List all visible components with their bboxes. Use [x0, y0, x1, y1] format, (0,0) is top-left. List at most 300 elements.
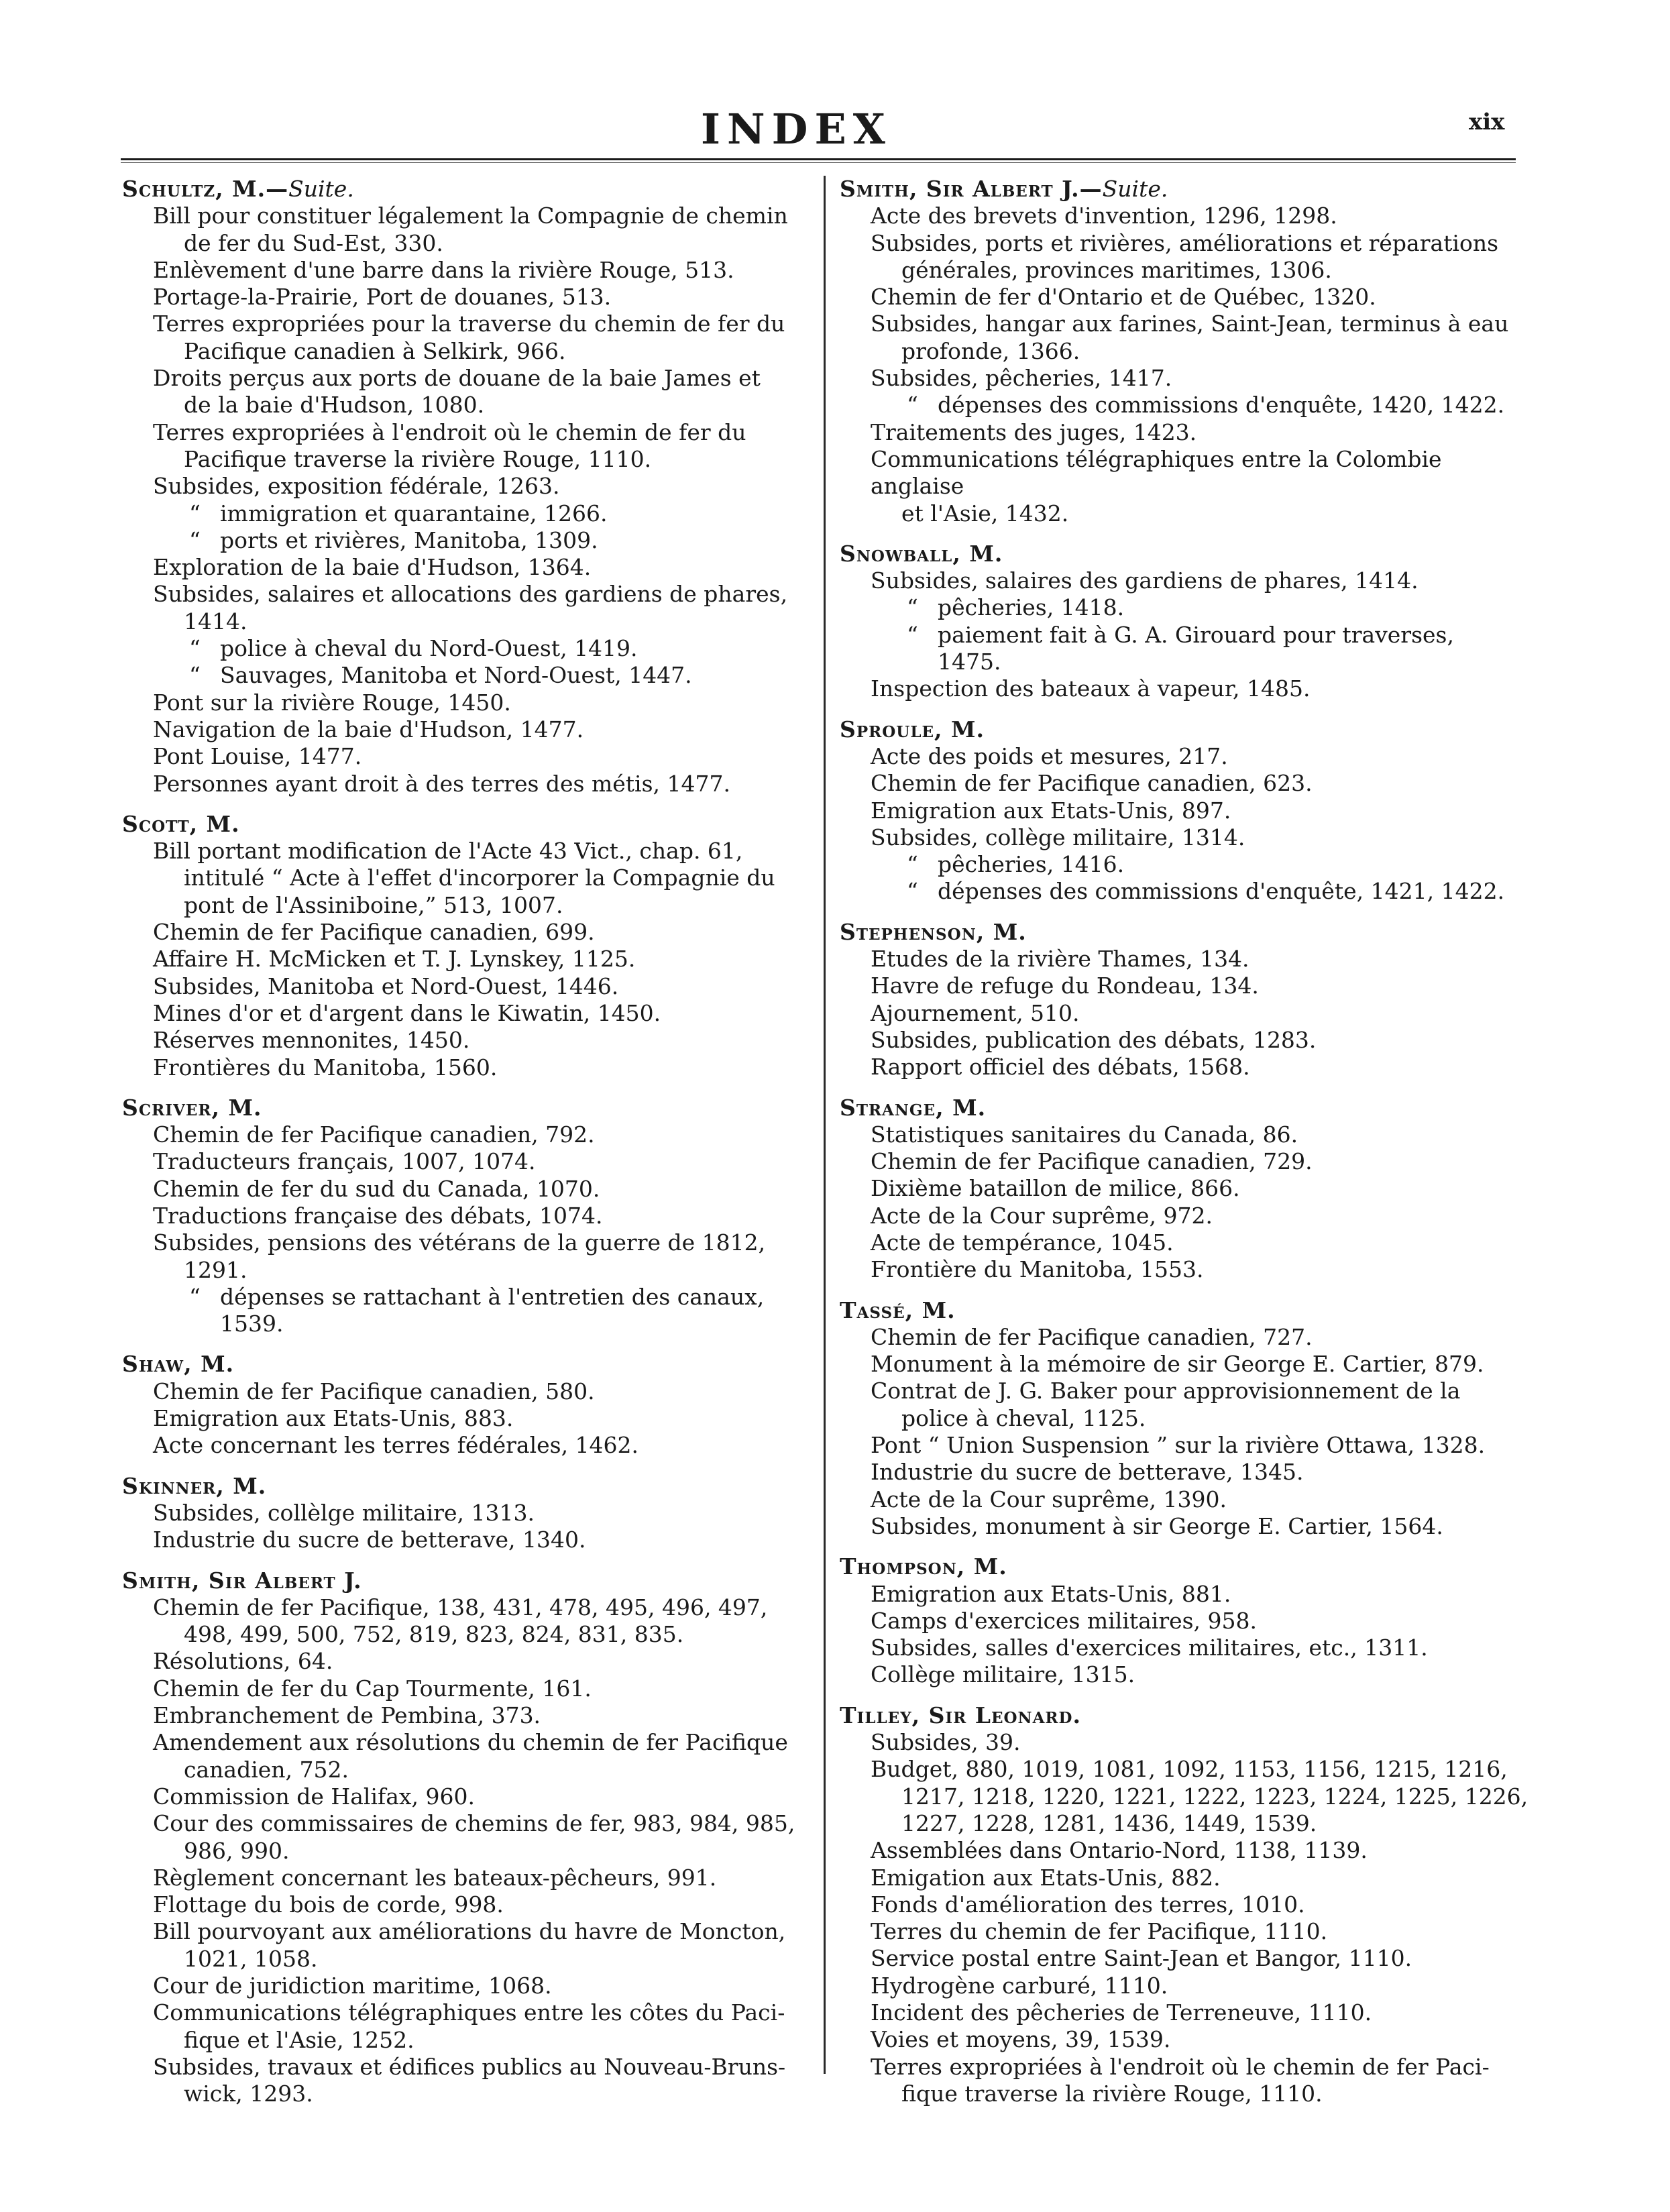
index-item [840, 1203, 1534, 1229]
index-item [122, 1999, 810, 2054]
item-line: 1291. [184, 1256, 247, 1283]
item-continuation [153, 230, 810, 257]
item-line: profonde, 1366. [901, 337, 1080, 364]
item-line: Terres du chemin de fer Pacifique, 1110. [871, 1918, 1328, 1945]
ditto-mark: “ [189, 1283, 201, 1310]
item-line: Collège militaire, 1315. [871, 1661, 1135, 1688]
index-item [122, 771, 810, 797]
index-item [122, 500, 810, 527]
item-line: Acte des poids et mesures, 217. [871, 742, 1228, 769]
index-item [122, 716, 810, 743]
item-line: Affaire H. McMicken et T. J. Lynskey, 1125. [153, 946, 636, 973]
item-line: dépenses des commissions d'enquête, 1420, 1422. [938, 392, 1505, 419]
item-text [153, 716, 810, 743]
item-line: Droits perçus aux ports de douane de la baie James et [153, 365, 761, 392]
right-column [840, 176, 1534, 2107]
index-item [840, 675, 1534, 702]
item-text [871, 1729, 1534, 1756]
index-item [122, 1405, 810, 1432]
item-line: Inspection des bateaux à vapeur, 1485. [871, 675, 1311, 702]
entry-spacer [840, 1540, 1534, 1553]
item-text [153, 1176, 810, 1203]
index-item [122, 257, 810, 284]
index-item [840, 1661, 1534, 1688]
ditto-mark: “ [907, 878, 918, 905]
item-text [153, 1054, 810, 1081]
index-item [122, 1500, 810, 1527]
index-item [122, 1148, 810, 1175]
index-item [840, 1054, 1534, 1081]
item-text [153, 743, 810, 770]
item-line: Pont Louise, 1477. [153, 743, 362, 770]
item-line: 1539. [220, 1311, 284, 1337]
item-text [153, 1432, 810, 1459]
item-text [871, 1000, 1534, 1027]
item-line: Navigation de la baie d'Hudson, 1477. [153, 716, 584, 742]
item-line: 1021, 1058. [184, 1945, 318, 1972]
index-item [840, 594, 1534, 621]
index-item [840, 1324, 1534, 1351]
item-line: Acte de tempérance, 1045. [871, 1229, 1174, 1256]
index-item [122, 1648, 810, 1675]
item-line: Ajournement, 510. [871, 999, 1080, 1026]
item-line: Subsides, pensions des vétérans de la guerre de 1812, [153, 1229, 766, 1256]
item-line: Incident des pêcheries de Terreneuve, 1110. [871, 1999, 1372, 2026]
item-continuation [871, 257, 1534, 284]
ditto-mark: “ [907, 621, 918, 648]
item-text [871, 1891, 1534, 1918]
item-line: Flottage du bois de corde, 998. [153, 1891, 504, 1918]
index-item [840, 311, 1534, 365]
item-text [153, 1702, 810, 1729]
item-text [153, 1405, 810, 1432]
member-name: Schultz, M.— [122, 176, 289, 202]
item-line: Pont sur la rivière Rouge, 1450. [153, 689, 511, 716]
item-text [871, 1661, 1534, 1688]
index-item [840, 743, 1534, 770]
index-item [122, 1783, 810, 1810]
index-item [122, 1810, 810, 1865]
item-text [871, 446, 1534, 500]
entry-spacer [122, 1459, 810, 1473]
item-line: Fonds d'amélioration des terres, 1010. [871, 1891, 1305, 1918]
item-text [153, 973, 810, 1000]
member-name: Snowball, M. [840, 540, 1003, 567]
item-text [871, 1229, 1534, 1256]
item-text [153, 1000, 810, 1027]
item-continuation [871, 500, 1534, 527]
item-continuation [153, 1757, 810, 1783]
item-text [871, 1999, 1534, 2026]
index-item [840, 622, 1534, 676]
member-name: Stephenson, M. [840, 918, 1027, 945]
ditto-mark: “ [907, 392, 918, 419]
member-name: Scott, M. [122, 810, 240, 837]
index-item [122, 1865, 810, 1891]
index-item [840, 1608, 1534, 1635]
item-text [153, 838, 810, 865]
item-text [153, 1973, 810, 1999]
item-line: Enlèvement d'une barre dans la rivière Rouge, 513. [153, 256, 734, 283]
item-line: dépenses se rattachant à l'entretien des canaux, [220, 1283, 765, 1310]
item-continuation [153, 1621, 810, 1648]
index-item [122, 365, 810, 419]
index-heading [122, 811, 810, 838]
index-item [122, 554, 810, 581]
member-name: Thompson, M. [840, 1553, 1007, 1580]
item-text [871, 1973, 1534, 1999]
item-text [871, 675, 1534, 702]
index-item [122, 635, 810, 662]
item-line: dépenses des commissions d'enquête, 1421, 1422. [938, 878, 1505, 905]
item-line: Pont “ Union Suspension ” sur la rivière Ottawa, 1328. [871, 1432, 1486, 1459]
item-line: Chemin de fer Pacifique canadien, 729. [871, 1148, 1313, 1175]
member-name: Sproule, M. [840, 716, 985, 742]
index-heading [122, 176, 810, 203]
index-item [122, 527, 810, 554]
index-item [122, 419, 810, 474]
item-text [871, 973, 1534, 999]
index-heading [840, 919, 1534, 946]
item-text [871, 419, 1534, 446]
item-text [871, 230, 1534, 257]
item-line: Voies et moyens, 39, 1539. [871, 2026, 1171, 2053]
item-continuation [153, 1946, 810, 1973]
header-rule [121, 158, 1516, 160]
suite-label: Suite. [1102, 176, 1168, 202]
item-line: intitulé “ Acte à l'effet d'incorporer la Compagnie du [184, 865, 775, 891]
header-rule-thin [121, 162, 1516, 163]
item-line: Subsides, exposition fédérale, 1263. [153, 473, 560, 500]
item-line: wick, 1293. [184, 2081, 313, 2107]
index-item [122, 1027, 810, 1054]
item-line: Acte des brevets d'invention, 1296, 1298. [871, 203, 1337, 229]
index-item [840, 1256, 1534, 1283]
index-item [840, 770, 1534, 797]
member-name: Shaw, M. [122, 1351, 235, 1378]
member-name: Tassé, M. [840, 1296, 956, 1323]
item-line: Embranchement de Pembina, 373. [153, 1702, 541, 1729]
index-item [122, 1594, 810, 1649]
item-text [871, 1459, 1534, 1486]
entry-spacer [122, 1554, 810, 1567]
item-continuation [153, 392, 810, 419]
item-line: Emigration aux Etats-Unis, 883. [153, 1405, 514, 1432]
index-item [122, 1229, 810, 1284]
item-text [871, 1351, 1534, 1378]
index-heading [840, 1095, 1534, 1121]
item-line: Cour des commissaires de chemins de fer, 983, 984, 985, [153, 1810, 795, 1837]
item-line: Subsides, Manitoba et Nord-Ouest, 1446. [153, 973, 619, 999]
item-text [153, 581, 810, 608]
index-item [122, 581, 810, 635]
item-text [871, 1486, 1534, 1513]
item-line: Subsides, publication des débats, 1283. [871, 1026, 1317, 1053]
item-line: Communications télégraphiques entre les côtes du Paci- [153, 1999, 785, 2026]
item-line: Personnes ayant droit à des terres des métis, 1477. [153, 770, 730, 797]
item-line: 1227, 1228, 1281, 1436, 1449, 1539. [901, 1810, 1317, 1836]
member-name: Smith, Sir Albert J.— [840, 176, 1103, 202]
item-line: Traducteurs français, 1007, 1074. [153, 1148, 536, 1175]
index-item [840, 1635, 1534, 1661]
item-text [871, 851, 1534, 878]
item-line: Budget, 880, 1019, 1081, 1092, 1153, 1156, 1215, 1216, [871, 1756, 1508, 1783]
item-line: Chemin de fer Pacifique canadien, 727. [871, 1323, 1313, 1350]
item-text [153, 1500, 810, 1527]
item-text [871, 2026, 1534, 2053]
entry-spacer [122, 1337, 810, 1351]
item-line: 498, 499, 500, 752, 819, 823, 824, 831, 835. [184, 1621, 684, 1648]
index-item [122, 1675, 810, 1702]
index-heading [122, 1095, 810, 1121]
item-text [871, 743, 1534, 770]
entry-spacer [840, 527, 1534, 541]
index-item [840, 1027, 1534, 1054]
item-text [871, 770, 1534, 797]
index-item [122, 1527, 810, 1553]
item-text [871, 2054, 1534, 2081]
index-item [122, 1121, 810, 1148]
item-line: Subsides, collège militaire, 1314. [871, 824, 1245, 850]
item-line: Subsides, ports et rivières, améliorations et réparations [871, 229, 1499, 256]
item-text [871, 1837, 1534, 1864]
item-text [153, 771, 810, 797]
item-continuation [871, 338, 1534, 365]
item-line: Chemin de fer Pacifique canadien, 792. [153, 1121, 595, 1148]
item-line: Traitements des juges, 1423. [871, 419, 1197, 445]
index-item [840, 1432, 1534, 1459]
item-line: 1475. [938, 649, 1001, 675]
item-text [153, 919, 810, 946]
item-text [871, 284, 1534, 311]
item-line: générales, provinces maritimes, 1306. [901, 256, 1332, 283]
item-text [153, 635, 810, 662]
index-item [840, 878, 1534, 905]
item-text [871, 1175, 1534, 1202]
index-item [840, 1229, 1534, 1256]
item-text [871, 1865, 1534, 1891]
item-line: Communications télégraphiques entre la Colombie anglaise [871, 445, 1442, 500]
item-line: Subsides, pêcheries, 1417. [871, 365, 1172, 392]
index-item [840, 284, 1534, 311]
item-line: Cour de juridiction maritime, 1068. [153, 1973, 552, 1999]
index-item [840, 446, 1534, 527]
index-item [840, 1148, 1534, 1175]
item-line: ports et rivières, Manitoba, 1309. [220, 527, 598, 553]
item-text [153, 1675, 810, 1702]
index-item [122, 1918, 810, 1973]
item-text [153, 527, 810, 554]
index-item [122, 1176, 810, 1203]
item-line: Bill portant modification de l'Acte 43 Vict., chap. 61, [153, 838, 743, 865]
index-heading [840, 1297, 1534, 1324]
ditto-mark: “ [189, 635, 201, 662]
item-text [871, 1148, 1534, 1175]
index-item [122, 1378, 810, 1405]
index-item [122, 689, 810, 716]
index-item [840, 230, 1534, 284]
index-item [840, 1945, 1534, 1972]
member-name: Tilley, Sir Leonard. [840, 1702, 1081, 1728]
index-item [840, 851, 1534, 878]
index-item [122, 973, 810, 1000]
index-item [840, 1891, 1534, 1918]
item-text [871, 1054, 1534, 1081]
item-text [153, 1378, 810, 1405]
item-text [153, 1865, 810, 1891]
index-item [122, 1432, 810, 1459]
item-continuation [153, 865, 810, 891]
item-line: Chemin de fer d'Ontario et de Québec, 1320. [871, 284, 1376, 311]
column-divider [824, 176, 826, 2074]
item-continuation [153, 1838, 810, 1865]
index-item [840, 1973, 1534, 1999]
item-text [871, 1203, 1534, 1229]
item-line: Acte de la Cour suprême, 1390. [871, 1486, 1227, 1512]
item-line: immigration et quarantaine, 1266. [220, 500, 608, 527]
item-line: Chemin de fer Pacifique, 138, 431, 478, 495, 496, 497, [153, 1594, 768, 1620]
index-item [122, 473, 810, 500]
item-text [871, 1581, 1534, 1608]
index-item [122, 1729, 810, 1783]
item-line: Subsides, collèlge militaire, 1313. [153, 1499, 535, 1526]
item-line: Rapport officiel des débats, 1568. [871, 1054, 1250, 1081]
index-item [840, 1378, 1534, 1432]
index-item [122, 1973, 810, 1999]
item-text [153, 1783, 810, 1810]
item-text [871, 365, 1534, 392]
item-line: Chemin de fer Pacifique canadien, 580. [153, 1378, 595, 1404]
entry-spacer [840, 1081, 1534, 1095]
index-heading [840, 541, 1534, 567]
index-item [840, 1000, 1534, 1027]
item-text [871, 824, 1534, 851]
index-item [122, 311, 810, 365]
item-text [153, 473, 810, 500]
index-item [122, 2054, 810, 2108]
index-item [122, 838, 810, 919]
item-text [153, 1121, 810, 1148]
item-continuation [871, 1810, 1534, 1837]
entry-spacer [122, 797, 810, 811]
item-line: police à cheval, 1125. [901, 1404, 1146, 1431]
item-text [153, 284, 810, 311]
index-item [840, 946, 1534, 973]
item-line: Sauvages, Manitoba et Nord-Ouest, 1447. [220, 662, 692, 689]
member-name: Smith, Sir Albert J. [122, 1567, 362, 1594]
item-line: Chemin de fer du sud du Canada, 1070. [153, 1175, 600, 1202]
item-line: Mines d'or et d'argent dans le Kiwatin, 1450. [153, 999, 661, 1026]
item-text [153, 1594, 810, 1621]
entry-spacer [122, 1081, 810, 1095]
index-item [122, 1054, 810, 1081]
index-item [122, 946, 810, 973]
index-heading [840, 176, 1534, 203]
item-line: Portage-la-Prairie, Port de douanes, 513. [153, 284, 612, 311]
item-line: Subsides, hangar aux farines, Saint-Jean, terminus à eau [871, 311, 1509, 337]
item-text [153, 257, 810, 284]
item-line: pont de l'Assiniboine,” 513, 1007. [184, 891, 563, 918]
member-name: Scriver, M. [122, 1094, 262, 1121]
index-item [840, 1999, 1534, 2026]
member-name: Strange, M. [840, 1094, 987, 1121]
ditto-mark: “ [189, 500, 201, 527]
item-text [153, 2054, 810, 2081]
item-line: Bill pourvoyant aux améliorations du havre de Moncton, [153, 1918, 786, 1945]
ditto-mark: “ [907, 851, 918, 878]
item-text [153, 1729, 810, 1756]
item-continuation [153, 608, 810, 635]
index-item [122, 1284, 810, 1338]
item-line: Havre de refuge du Rondeau, 134. [871, 973, 1259, 999]
item-line: Chemin de fer Pacifique canadien, 623. [871, 770, 1313, 797]
item-line: canadien, 752. [184, 1756, 349, 1783]
item-text [153, 946, 810, 973]
item-continuation [871, 1783, 1534, 1810]
item-text [153, 689, 810, 716]
item-line: 1217, 1218, 1220, 1221, 1222, 1223, 1224, 1225, 1226, [901, 1783, 1528, 1810]
index-item [840, 203, 1534, 229]
item-continuation [153, 1311, 810, 1337]
item-text [153, 554, 810, 581]
item-line: Bill pour constituer légalement la Compagnie de chemin [153, 203, 788, 229]
item-line: Exploration de la baie d'Hudson, 1364. [153, 554, 592, 581]
index-item [840, 1486, 1534, 1513]
member-name: Skinner, M. [122, 1472, 267, 1499]
left-column [122, 176, 810, 2107]
index-item [122, 203, 810, 257]
item-text [153, 203, 810, 229]
item-line: Terres expropriées à l'endroit où le chemin de fer Paci- [871, 2053, 1490, 2080]
item-line: Pacifique canadien à Selkirk, 966. [184, 337, 566, 364]
item-continuation [153, 1257, 810, 1284]
item-line: de la baie d'Hudson, 1080. [184, 392, 485, 419]
item-line: Acte concernant les terres fédérales, 1462. [153, 1432, 639, 1459]
index-item [840, 1459, 1534, 1486]
item-text [153, 1203, 810, 1229]
index-item [840, 1837, 1534, 1864]
item-line: Emigration aux Etats-Unis, 897. [871, 797, 1231, 824]
ditto-mark: “ [189, 662, 201, 689]
item-text [871, 1513, 1534, 1540]
item-line: paiement fait à G. A. Girouard pour traverses, [938, 621, 1454, 648]
item-line: Frontière du Manitoba, 1553. [871, 1256, 1204, 1283]
index-item [122, 919, 810, 946]
item-line: Contrat de J. G. Baker pour approvisionnement de la [871, 1378, 1461, 1404]
index-item [840, 567, 1534, 594]
index-heading [122, 1473, 810, 1500]
item-line: Réserves mennonites, 1450. [153, 1027, 470, 1054]
item-line: Subsides, 39. [871, 1729, 1021, 1756]
index-item [122, 1702, 810, 1729]
item-text [871, 567, 1534, 594]
entry-spacer [840, 1689, 1534, 1702]
index-heading [840, 716, 1534, 743]
item-text [871, 946, 1534, 973]
item-continuation [871, 1405, 1534, 1432]
index-item [840, 973, 1534, 999]
index-item [840, 1513, 1534, 1540]
item-text [153, 1229, 810, 1256]
item-line: fique traverse la rivière Rouge, 1110. [901, 2080, 1323, 2107]
index-item [122, 662, 810, 689]
item-line: Service postal entre Saint-Jean et Bangor, 1110. [871, 1945, 1412, 1972]
item-line: Commission de Halifax, 960. [153, 1783, 475, 1810]
item-line: fique et l'Asie, 1252. [184, 2026, 414, 2053]
item-text [871, 1432, 1534, 1459]
index-heading [122, 1567, 810, 1594]
item-continuation [153, 2027, 810, 2054]
